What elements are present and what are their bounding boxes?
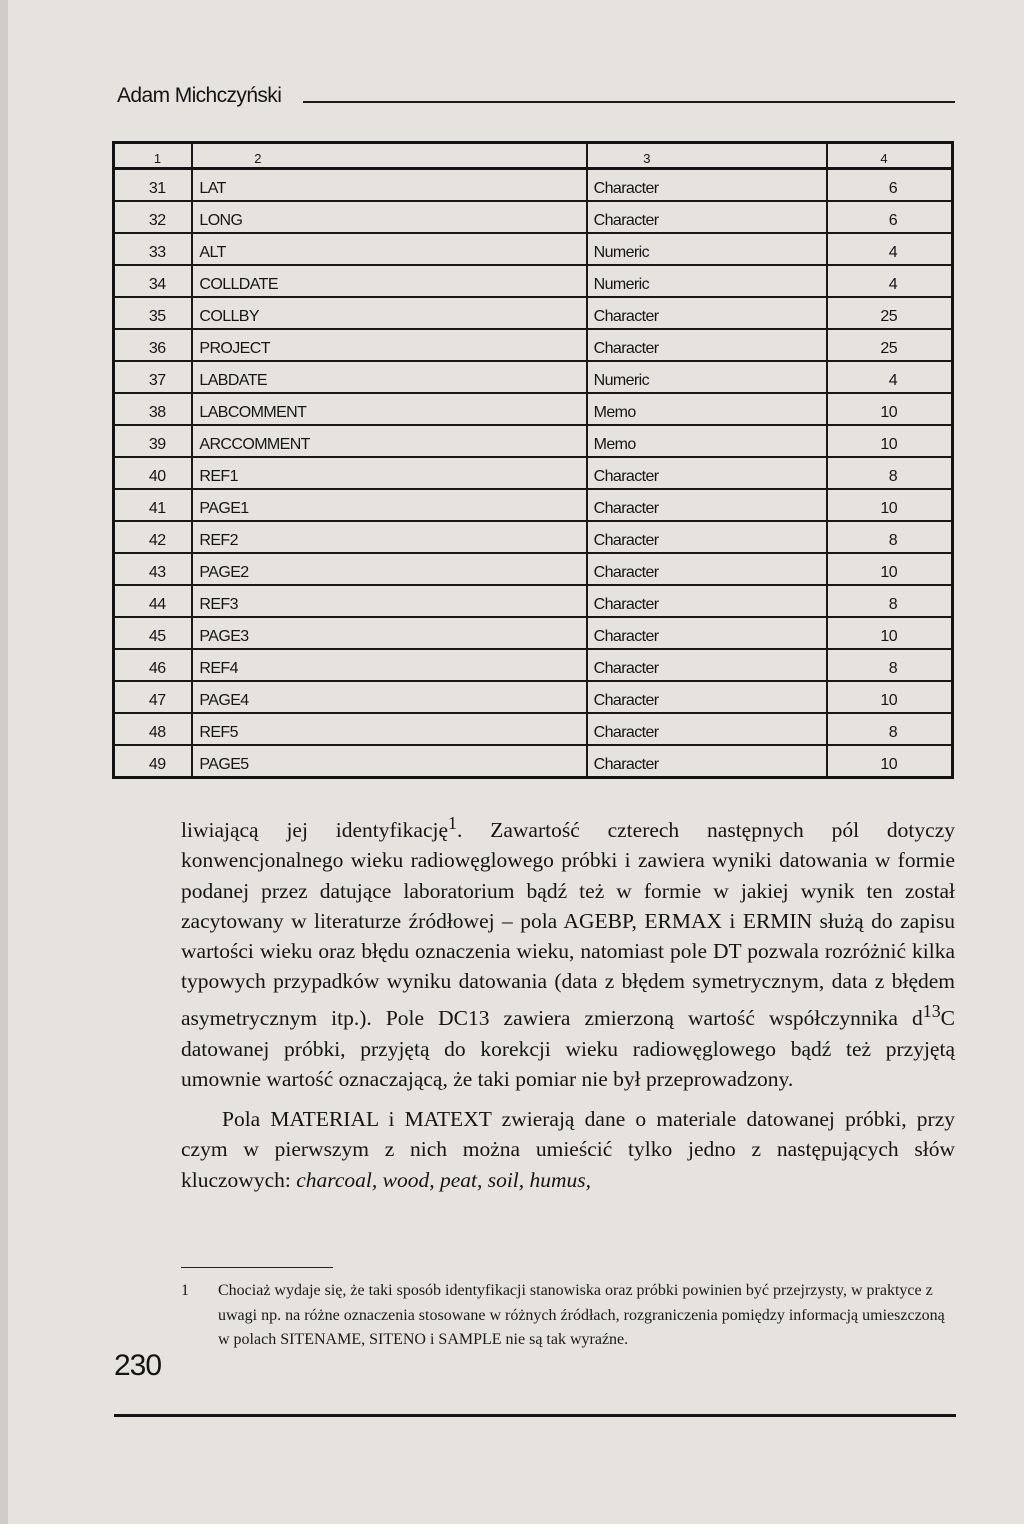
table-row bbox=[114, 361, 953, 393]
field-width-cell: 10 bbox=[827, 681, 953, 713]
field-number-cell: 33 bbox=[114, 233, 193, 265]
paragraph-1-text-c: C datowanej próbki, przyjętą do korekcji wieku radiowęglowego bądź też przyjętą umownie wartość oznaczającą, że taki pomiar nie był przeprowadzony. bbox=[181, 1006, 955, 1091]
field-name-cell: LAT bbox=[192, 169, 586, 202]
column-header-3: 3 bbox=[587, 143, 827, 169]
field-width-cell: 6 bbox=[827, 201, 953, 233]
field-number-cell: 43 bbox=[114, 553, 193, 585]
table-body bbox=[114, 169, 953, 778]
table-row bbox=[114, 297, 953, 329]
field-number-cell: 38 bbox=[114, 393, 193, 425]
field-number-cell: 46 bbox=[114, 649, 193, 681]
footnote-text: Chociaż wydaje się, że taki sposób identyfikacji stanowiska oraz próbki powinien być przejrzysty, w praktyce z uwagi np. na różne oznaczenia stosowane w różnych źródłach, rozgraniczenia pomiędzy informacją umieszczoną w polach SITENAME, SITENO i SAMPLE nie są tak wyraźne. bbox=[218, 1282, 945, 1348]
field-type-cell: Numeric bbox=[587, 361, 827, 393]
keyword-list: charcoal, wood, peat, soil, humus, bbox=[296, 1167, 592, 1192]
table-row bbox=[114, 585, 953, 617]
field-name-cell: PAGE3 bbox=[192, 617, 586, 649]
field-type-cell: Character bbox=[587, 457, 827, 489]
table-row bbox=[114, 265, 953, 297]
field-name-cell: REF1 bbox=[192, 457, 586, 489]
field-number-cell: 44 bbox=[114, 585, 193, 617]
field-name-cell: ALT bbox=[192, 233, 586, 265]
field-name-cell: PAGE1 bbox=[192, 489, 586, 521]
field-type-cell: Character bbox=[587, 585, 827, 617]
table-row bbox=[114, 329, 953, 361]
paragraph-1-text-a: liwiającą jej identyfikację bbox=[181, 818, 449, 843]
field-name-cell: COLLDATE bbox=[192, 265, 586, 297]
field-name-cell: PAGE5 bbox=[192, 745, 586, 778]
field-width-cell: 10 bbox=[827, 745, 953, 778]
table-row bbox=[114, 617, 953, 649]
column-header-2: 2 bbox=[192, 143, 586, 169]
field-type-cell: Numeric bbox=[587, 233, 827, 265]
field-type-cell: Character bbox=[587, 521, 827, 553]
field-width-cell: 10 bbox=[827, 489, 953, 521]
column-header-1: 1 bbox=[114, 143, 193, 169]
field-type-cell: Character bbox=[587, 489, 827, 521]
field-name-cell: REF4 bbox=[192, 649, 586, 681]
field-type-cell: Character bbox=[587, 201, 827, 233]
paragraph-1 bbox=[181, 808, 955, 1094]
field-number-cell: 37 bbox=[114, 361, 193, 393]
table-header-row bbox=[114, 143, 953, 169]
field-type-cell: Character bbox=[587, 553, 827, 585]
field-width-cell: 10 bbox=[827, 553, 953, 585]
field-name-cell: PAGE4 bbox=[192, 681, 586, 713]
field-type-cell: Character bbox=[587, 329, 827, 361]
footnote-rule bbox=[181, 1267, 333, 1268]
field-number-cell: 45 bbox=[114, 617, 193, 649]
field-number-cell: 48 bbox=[114, 713, 193, 745]
field-width-cell: 8 bbox=[827, 713, 953, 745]
running-header-author: Adam Michczyński bbox=[117, 84, 282, 107]
field-number-cell: 31 bbox=[114, 169, 193, 202]
field-width-cell: 8 bbox=[827, 521, 953, 553]
field-name-cell: COLLBY bbox=[192, 297, 586, 329]
field-name-cell: PROJECT bbox=[192, 329, 586, 361]
field-type-cell: Memo bbox=[587, 393, 827, 425]
field-number-cell: 40 bbox=[114, 457, 193, 489]
field-number-cell: 32 bbox=[114, 201, 193, 233]
footnote bbox=[181, 1279, 955, 1353]
field-number-cell: 39 bbox=[114, 425, 193, 457]
table-row bbox=[114, 233, 953, 265]
field-width-cell: 8 bbox=[827, 649, 953, 681]
field-number-cell: 35 bbox=[114, 297, 193, 329]
field-width-cell: 25 bbox=[827, 329, 953, 361]
field-type-cell: Character bbox=[587, 297, 827, 329]
field-type-cell: Character bbox=[587, 617, 827, 649]
field-type-cell: Memo bbox=[587, 425, 827, 457]
field-number-cell: 42 bbox=[114, 521, 193, 553]
field-type-cell: Numeric bbox=[587, 265, 827, 297]
field-type-cell: Character bbox=[587, 649, 827, 681]
table-row bbox=[114, 713, 953, 745]
paragraph-2-text: Pola MATERIAL i MATEXT zwierają dane o materiale datowanej próbki, przy czym w pierwszym z nich można umieścić tylko jedno z następujących słów kluczowych: bbox=[181, 1107, 955, 1192]
table-row bbox=[114, 457, 953, 489]
field-number-cell: 36 bbox=[114, 329, 193, 361]
page-binding-edge bbox=[0, 0, 8, 1524]
table-row bbox=[114, 393, 953, 425]
table-row bbox=[114, 553, 953, 585]
paragraph-2 bbox=[181, 1104, 955, 1195]
field-structure-table bbox=[112, 141, 954, 779]
table-row bbox=[114, 201, 953, 233]
field-width-cell: 25 bbox=[827, 297, 953, 329]
table-row bbox=[114, 169, 953, 202]
page-number: 230 bbox=[114, 1349, 162, 1382]
field-name-cell: LABDATE bbox=[192, 361, 586, 393]
field-type-cell: Character bbox=[587, 681, 827, 713]
table-row bbox=[114, 521, 953, 553]
field-name-cell: LABCOMMENT bbox=[192, 393, 586, 425]
field-name-cell: PAGE2 bbox=[192, 553, 586, 585]
field-name-cell: REF2 bbox=[192, 521, 586, 553]
table-row bbox=[114, 425, 953, 457]
table-row bbox=[114, 681, 953, 713]
field-width-cell: 10 bbox=[827, 393, 953, 425]
table-row bbox=[114, 489, 953, 521]
field-width-cell: 10 bbox=[827, 617, 953, 649]
field-width-cell: 10 bbox=[827, 425, 953, 457]
footnote-number: 1 bbox=[181, 1282, 189, 1299]
bottom-rule bbox=[114, 1414, 956, 1417]
field-name-cell: LONG bbox=[192, 201, 586, 233]
table-row bbox=[114, 649, 953, 681]
superscript-13: 13 bbox=[922, 1001, 941, 1022]
field-type-cell: Character bbox=[587, 713, 827, 745]
field-number-cell: 41 bbox=[114, 489, 193, 521]
field-type-cell: Character bbox=[587, 745, 827, 778]
header-rule bbox=[303, 101, 955, 103]
field-name-cell: REF3 bbox=[192, 585, 586, 617]
field-width-cell: 8 bbox=[827, 585, 953, 617]
field-number-cell: 49 bbox=[114, 745, 193, 778]
field-number-cell: 34 bbox=[114, 265, 193, 297]
table-row bbox=[114, 745, 953, 778]
body-text bbox=[181, 808, 955, 1195]
field-width-cell: 4 bbox=[827, 361, 953, 393]
paragraph-1-text-b: . Zawartość czterech następnych pól dotyczy konwencjonalnego wieku radiowęglowego próbki i zawiera wyniki datowania w formie podanej przez datujące laboratorium bądź też w formie w jakiej wynik ten został zacytowany w literaturze źródłowej – pola AGEBP, ERMAX i ERMIN służą do zapisu wartości wieku oraz błędu oznaczenia wieku, natomiast pole DT pozwala rozróżnić kilka typowych przypadków wyniku datowania (data z błędem symetrycznym, data z błędem asymetrycznym itp.). Pole DC13 zawiera zmierzoną wartość współczynnika d bbox=[181, 818, 955, 1031]
field-number-cell: 47 bbox=[114, 681, 193, 713]
field-width-cell: 8 bbox=[827, 457, 953, 489]
column-header-4: 4 bbox=[827, 143, 953, 169]
footnote-ref: 1 bbox=[448, 813, 457, 833]
field-width-cell: 4 bbox=[827, 265, 953, 297]
field-width-cell: 6 bbox=[827, 169, 953, 202]
field-width-cell: 4 bbox=[827, 233, 953, 265]
field-type-cell: Character bbox=[587, 169, 827, 202]
field-name-cell: ARCCOMMENT bbox=[192, 425, 586, 457]
field-name-cell: REF5 bbox=[192, 713, 586, 745]
